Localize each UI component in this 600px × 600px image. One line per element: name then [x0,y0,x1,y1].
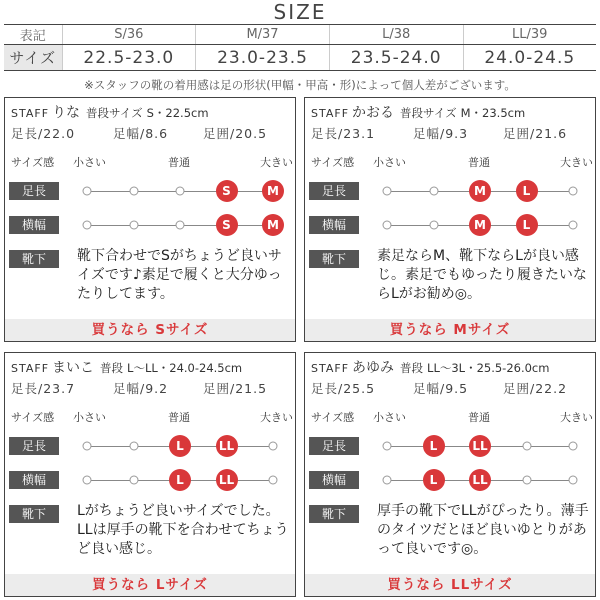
row-label-width: 横幅 [309,216,359,234]
foot-width: 足幅/8.6 [113,126,169,141]
fit-scale-mark: L [423,469,445,491]
staff-label: STAFF [11,362,50,375]
row-label-socks: 靴下 [9,250,59,268]
usual-size-value: M・23.5cm [460,106,526,120]
fit-section-label: サイズ感 [11,411,55,424]
foot-measurements [5,379,295,397]
foot-measurements [305,379,595,397]
row-label-length: 足長 [309,182,359,200]
staff-name: かおる [352,105,395,121]
fit-scale-header [305,154,595,170]
row-label-socks: 靴下 [309,505,359,523]
purchase-recommendation: 買うなら LLサイズ [305,574,595,596]
foot-length: 足長/23.7 [11,381,76,396]
fit-scale-dot [569,442,578,451]
fit-scale-dot [129,187,138,196]
fit-scale-mark: LL [216,469,238,491]
usual-size-label: 普段 [100,361,124,375]
scale-small-label: 小さい [373,156,406,169]
staff-card [304,352,596,597]
page-title: SIZE [273,0,327,24]
fit-scale-dot [83,476,92,485]
size-table-row-label: サイズ [4,45,62,71]
size-table-header-row [4,25,596,45]
usual-size-value: LL〜3L・25.5-26.0cm [427,361,550,375]
staff-name: まいこ [52,360,95,376]
row-label-width: 横幅 [9,471,59,489]
foot-girth: 足囲/21.6 [503,126,568,141]
foot-length: 足長/22.0 [11,126,76,141]
foot-length: 足長/23.1 [311,126,376,141]
foot-width: 足幅/9.5 [413,381,469,396]
fit-scale-mark: M [469,180,491,202]
fit-scale-dot [429,187,438,196]
staff-card [4,97,296,342]
staff-card [304,97,596,342]
foot-girth: 足囲/22.2 [503,381,568,396]
fit-scale-dot [429,221,438,230]
scale-small-label: 小さい [73,156,106,169]
scale-normal-label: 普通 [168,411,190,424]
foot-girth: 足囲/21.5 [203,381,268,396]
staff-header [11,357,291,377]
staff-header [311,102,591,122]
fit-scale-dot [569,187,578,196]
fit-scale-mark: LL [469,435,491,457]
fit-section-label: サイズ感 [311,156,355,169]
scale-large-label: 大きい [560,411,593,424]
staff-name: あゆみ [352,360,395,376]
row-label-length: 足長 [309,437,359,455]
fit-scale-dot [129,221,138,230]
foot-width: 足幅/9.3 [413,126,469,141]
foot-measurements [5,124,295,142]
fit-scale-mark: L [516,214,538,236]
usual-size-label: 普段サイズ [86,106,143,120]
size-table-header-cell: 表記 [4,25,62,45]
fit-scale-mark: L [169,469,191,491]
fit-scale-dot [383,442,392,451]
foot-measurements [305,124,595,142]
fit-scale-mark: L [516,180,538,202]
foot-width: 足幅/9.2 [113,381,169,396]
size-table-header-cell: S/36 [62,25,196,45]
fit-scale-mark: L [169,435,191,457]
fit-scale-dot [522,442,531,451]
staff-comment: 厚手の靴下でLLがぴったり。薄手のタイツだとほど良いゆとりがあって良いです◎。 [377,503,589,557]
fit-disclaimer-note: ※スタッフの靴の着用感は足の形状(甲幅・甲高・形)によって個人差がございます。 [84,78,516,92]
fit-scale-dot [176,187,185,196]
row-label-socks: 靴下 [309,250,359,268]
size-table-cell: 23.5-24.0 [329,45,463,71]
row-label-length: 足長 [9,437,59,455]
staff-name: りな [52,105,81,121]
size-table-header-cell: L/38 [329,25,463,45]
fit-scale-dot [383,187,392,196]
staff-label: STAFF [311,362,350,375]
staff-comment: 靴下合わせでSがちょうど良いサイズです♪素足で履くと大分ゆったりしてます。 [77,248,282,302]
usual-size-value: S・22.5cm [146,106,209,120]
fit-section-label: サイズ感 [11,156,55,169]
row-label-width: 横幅 [309,471,359,489]
usual-size-label: 普段サイズ [400,106,457,120]
scale-normal-label: 普通 [468,156,490,169]
fit-scale-header [5,409,295,425]
fit-section-label: サイズ感 [311,411,355,424]
fit-scale-header [305,409,595,425]
row-label-length: 足長 [9,182,59,200]
fit-scale-dot [129,442,138,451]
fit-scale-mark: L [423,435,445,457]
fit-scale-dot [569,221,578,230]
size-table-cell: 24.0-24.5 [463,45,596,71]
scale-normal-label: 普通 [468,411,490,424]
staff-label: STAFF [311,107,350,120]
fit-scale-dot [383,476,392,485]
fit-scale-dot [83,442,92,451]
fit-scale-mark: S [216,180,238,202]
scale-small-label: 小さい [373,411,406,424]
size-table-header-cell: M/37 [196,25,330,45]
fit-scale-header [5,154,295,170]
fit-scale-mark: M [469,214,491,236]
staff-label: STAFF [11,107,50,120]
staff-comment: 素足ならM、靴下ならLが良い感じ。素足でもゆったり履きたいならLがお勧め◎。 [377,248,587,302]
fit-scale-mark: LL [469,469,491,491]
staff-card [4,352,296,597]
size-table-cell: 23.0-23.5 [196,45,330,71]
size-table-cell: 22.5-23.0 [62,45,196,71]
fit-scale-dot [269,476,278,485]
foot-length: 足長/25.5 [311,381,376,396]
scale-large-label: 大きい [260,156,293,169]
staff-header [311,357,591,377]
scale-small-label: 小さい [73,411,106,424]
purchase-recommendation: 買うなら Lサイズ [5,574,295,596]
fit-scale-dot [569,476,578,485]
fit-scale-dot [522,476,531,485]
usual-size-value: L〜LL・24.0-24.5cm [127,361,243,375]
row-label-socks: 靴下 [9,505,59,523]
fit-scale-dot [83,187,92,196]
scale-large-label: 大きい [560,156,593,169]
fit-scale-mark: LL [216,435,238,457]
purchase-recommendation: 買うなら Mサイズ [305,319,595,341]
foot-girth: 足囲/20.5 [203,126,268,141]
staff-comment: Lがちょうど良いサイズでした。LLは厚手の靴下を合わせてちょうど良い感じ。 [77,503,289,557]
purchase-recommendation: 買うなら Sサイズ [5,319,295,341]
fit-scale-mark: S [216,214,238,236]
scale-large-label: 大きい [260,411,293,424]
staff-header [11,102,291,122]
usual-size-label: 普段 [400,361,424,375]
scale-normal-label: 普通 [168,156,190,169]
fit-scale-mark: M [262,214,284,236]
fit-scale-mark: M [262,180,284,202]
fit-scale-dot [383,221,392,230]
row-label-width: 横幅 [9,216,59,234]
fit-scale-dot [269,442,278,451]
fit-scale-dot [129,476,138,485]
size-table [4,25,596,71]
fit-scale-dot [83,221,92,230]
size-table-row [4,45,596,71]
size-table-header-cell: LL/39 [463,25,596,45]
fit-scale-dot [176,221,185,230]
